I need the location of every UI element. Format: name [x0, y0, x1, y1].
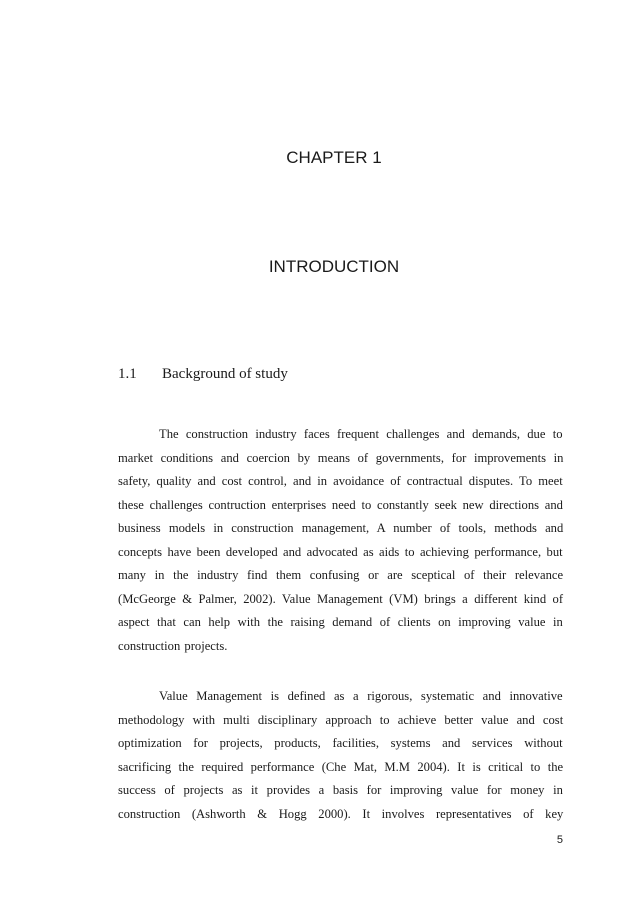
paragraph-line: construction (Ashworth & Hogg 2000). It involves representatives of key: [118, 806, 564, 821]
paragraph-line: business models in construction management, A number of tools, methods and: [118, 521, 564, 535]
paragraph-background-2: [118, 685, 563, 826]
paragraph-line: aspect that can help with the raising demand of clients on improving value in: [118, 615, 563, 629]
paragraph-line: construction projects.: [118, 638, 228, 653]
paragraph-line: many in the industry find them confusing or are sceptical of their relevance: [118, 568, 564, 582]
section-number: 1.1: [118, 366, 137, 382]
paragraph-line: sacrificing the required performance (Che Mat, M.M 2004). It is critical to the: [118, 759, 564, 774]
paragraph-line: these challenges contruction enterprises need to constantly seek new directions and: [118, 497, 563, 512]
chapter-title: CHAPTER 1: [286, 148, 382, 167]
paragraph-line: safety, quality and cost control, and in avoidance of contractual disputes. To meet: [118, 474, 563, 488]
paragraph-line: methodology with multi disciplinary approach to achieve better value and cost: [118, 712, 564, 727]
paragraph-line: success of projects as it provides a basis for improving value for money in: [118, 783, 563, 797]
paragraph-line: (McGeorge & Palmer, 2002). Value Management (VM) brings a different kind of: [118, 591, 564, 606]
paragraph-line: Value Management is defined as a rigorous, systematic and innovative: [159, 689, 563, 703]
paragraph-line: The construction industry faces frequent challenges and demands, due to: [159, 427, 563, 441]
paragraph-line: market conditions and coercion by means of governments, for improvements in: [118, 450, 564, 465]
section-heading: [118, 366, 288, 383]
page-number: 5: [556, 834, 563, 846]
section-title: Background of study: [162, 366, 288, 382]
paragraph-background-1: [118, 423, 563, 658]
chapter-subtitle: INTRODUCTION: [268, 257, 400, 276]
paragraph-line: concepts have been developed and advocated as aids to achieving performance, but: [118, 544, 563, 559]
paragraph-line: optimization for projects, products, facilities, systems and services without: [118, 736, 563, 750]
